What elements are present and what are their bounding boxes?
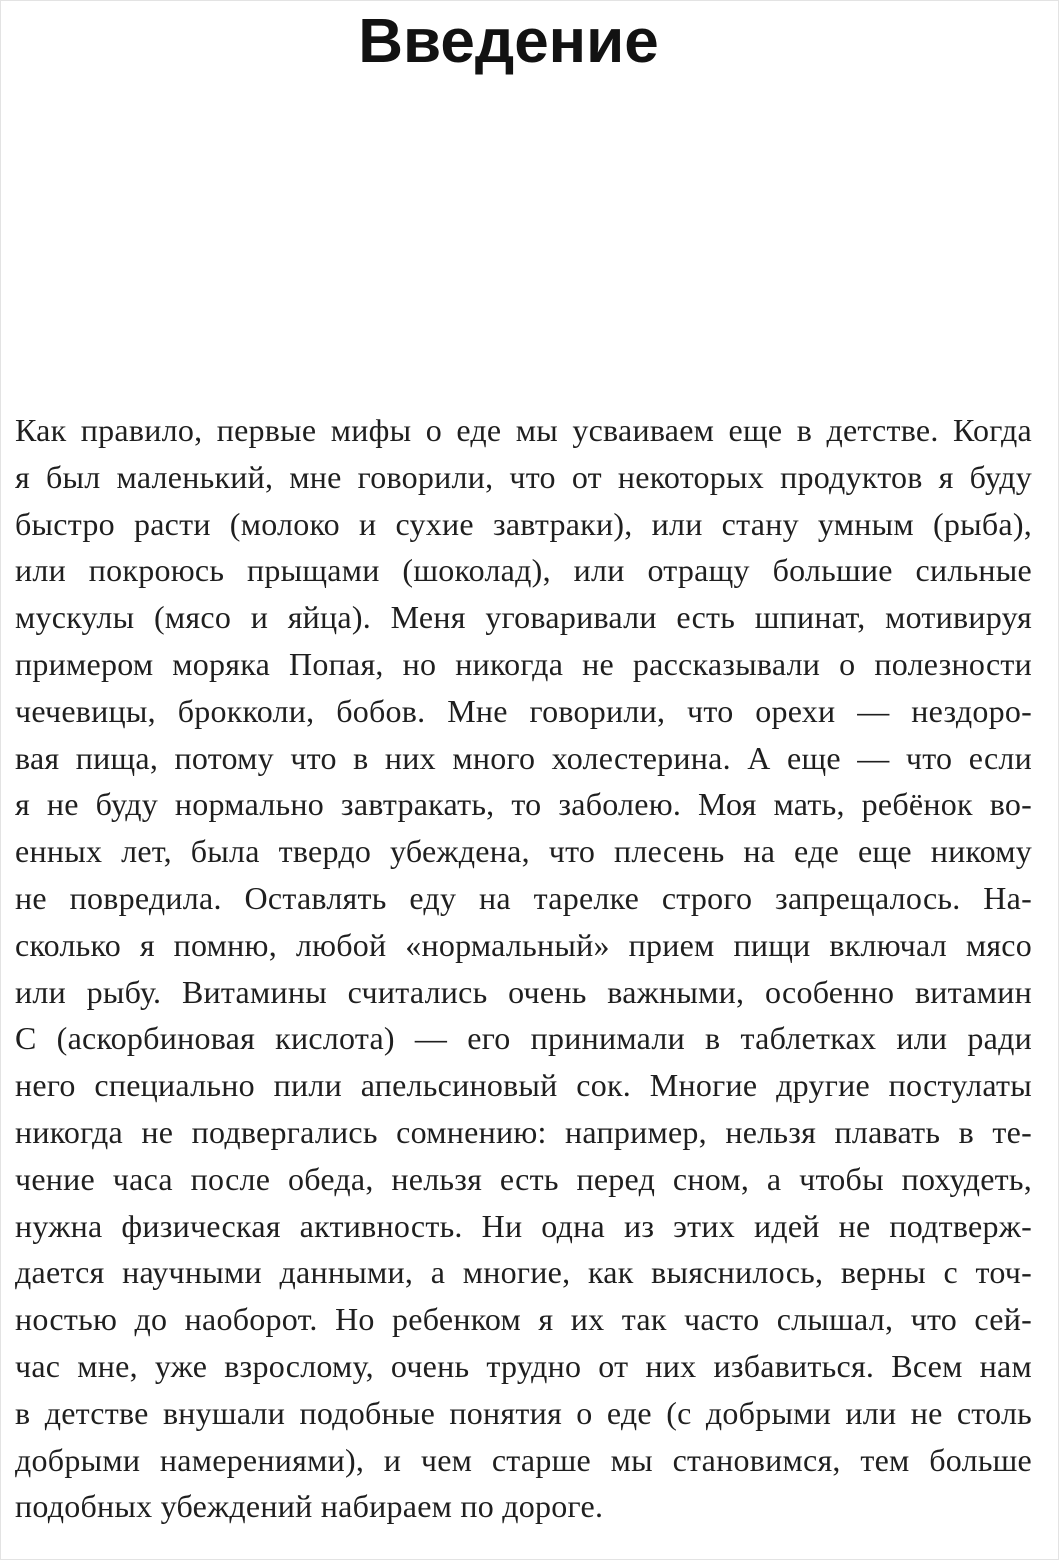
text-line: в детстве внушали подобные понятия о еде (с добрыми или не столь: [15, 1394, 1032, 1431]
text-line: никогда не подвергались сомнению: например, нельзя плавать в те-: [15, 1113, 1032, 1150]
text-line: или рыбу. Витамины считались очень важными, особенно витамин: [15, 973, 1032, 1010]
text-line: ностью до наоборот. Но ребенком я их так часто слышал, что сей-: [15, 1301, 1032, 1338]
text-line: сколько я помню, любой «нормальный» прием пищи включал мясо: [15, 926, 1032, 963]
chapter-title: Введение: [358, 7, 659, 76]
text-line: чечевицы, брокколи, бобов. Мне говорили, что орехи — нездоро-: [15, 692, 1032, 729]
text-line: него специально пили апельсиновый сок. Многие другие постулаты: [15, 1067, 1032, 1104]
text-line: или покроюсь прыщами (шоколад), или отращу большие сильные: [15, 552, 1032, 589]
text-line: быстро расти (молоко и сухие завтраки), или стану умным (рыба),: [15, 505, 1032, 542]
text-line: чение часа после обеда, нельзя есть перед сном, а чтобы похудеть,: [15, 1160, 1032, 1197]
text-line: вая пища, потому что в них много холестерина. А еще — что если: [15, 739, 1032, 776]
text-line: я был маленький, мне говорили, что от некоторых продуктов я буду: [15, 458, 1032, 495]
text-line: Как правило, первые мифы о еде мы усваиваем еще в детстве. Когда: [15, 412, 1032, 448]
text-line: дается научными данными, а многие, как выяснилось, верны с точ-: [15, 1254, 1032, 1291]
text-line: енных лет, была твердо убеждена, что плесень на еде еще никому: [15, 833, 1032, 870]
text-line: мускулы (мясо и яйца). Меня уговаривали есть шпинат, мотивируя: [15, 599, 1032, 636]
text-line: нужна физическая активность. Ни одна из этих идей не подтверж-: [15, 1207, 1032, 1244]
text-line: добрыми намерениями), и чем старше мы становимся, тем больше: [15, 1441, 1032, 1478]
text-line: C (аскорбиновая кислота) — его принимали в таблетках или ради: [15, 1020, 1032, 1057]
text-line: подобных убеждений набираем по дороге.: [15, 1488, 604, 1525]
text-line: я не буду нормально завтракать, то заболею. Моя мать, ребёнок во-: [15, 786, 1032, 823]
text-line: не повредила. Оставлять еду на тарелке строго запрещалось. На-: [15, 879, 1032, 916]
chapter-paragraph: [15, 407, 1032, 1530]
text-line: час мне, уже взрослому, очень трудно от них избавиться. Всем нам: [15, 1347, 1032, 1384]
text-line: примером моряка Попая, но никогда не рассказывали о полезности: [15, 645, 1032, 682]
